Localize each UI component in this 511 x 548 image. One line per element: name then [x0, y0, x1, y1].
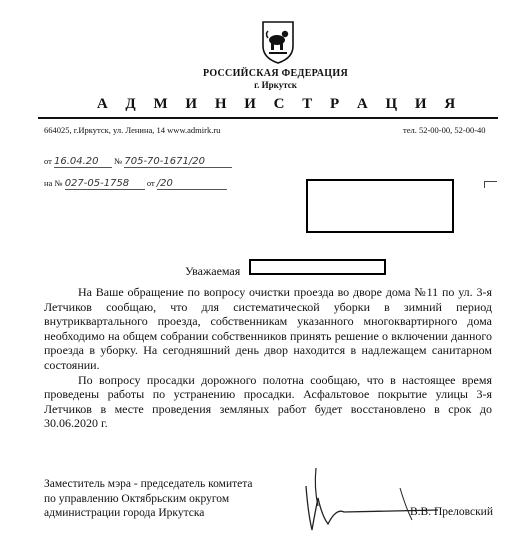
handwritten-signature [288, 458, 448, 538]
redacted-name [249, 259, 386, 275]
coat-of-arms-emblem [261, 20, 295, 64]
signatory-title [44, 477, 253, 521]
reply-from-label: от [146, 178, 155, 188]
salutation: Уважаемая [185, 264, 241, 278]
from-label: от [44, 156, 52, 166]
signatory-line: администрации города Иркутска [44, 507, 205, 519]
administration-title: А Д М И Н И С Т Р А Ц И Я [96, 96, 463, 112]
number-label: № [114, 156, 123, 166]
signatory-name: В.В. Преловский [410, 506, 493, 518]
paragraph: По вопросу просадки дорожного полотна сообщаю, что в настоящее время проведены работы по устранению просадки. Асфальтовое покрытие улицы 3-я Летчиков в месте проведения земляных работ будет восстановлено в срок до 30.06.2020 г. [44, 372, 492, 431]
header-rule [38, 117, 498, 119]
city-heading: г. Иркутск [254, 80, 297, 90]
signatory-line: Заместитель мэра - председатель комитета [44, 478, 253, 490]
incoming-reference [44, 178, 227, 190]
address-line: 664025, г.Иркутск, ул. Ленина, 14 www.admirk.ru [44, 125, 221, 135]
incoming-date: /20 [157, 178, 227, 190]
signatory-line: по управлению Октябрьским округом [44, 492, 230, 505]
letter-body [44, 285, 492, 431]
outgoing-date: 16.04.20 [54, 156, 112, 168]
paragraph: На Ваше обращение по вопросу очистки проезда во дворе дома №11 по ул. 3-я Летчиков сообщаю, что для систематической уборки в зимний период внутриквартального проезда, собственникам указанного многоквартирного дома необходимо на общем собрании собственников принять решение о включении данного проезда в уборку. На сегодняшний день двор находится в надлежащем санитарном состоянии. [44, 285, 492, 372]
corner-mark [484, 181, 497, 188]
phone-line: тел. 52-00-00, 52-00-40 [403, 125, 486, 135]
incoming-number: 027-05-1758 [65, 178, 145, 190]
outgoing-number: 705-70-1671/20 [124, 156, 232, 168]
country-heading: РОССИЙСКАЯ ФЕДЕРАЦИЯ [202, 68, 348, 79]
redacted-recipient-block [306, 179, 454, 233]
reply-number-label: на № [44, 178, 63, 188]
outgoing-reference [44, 156, 232, 168]
